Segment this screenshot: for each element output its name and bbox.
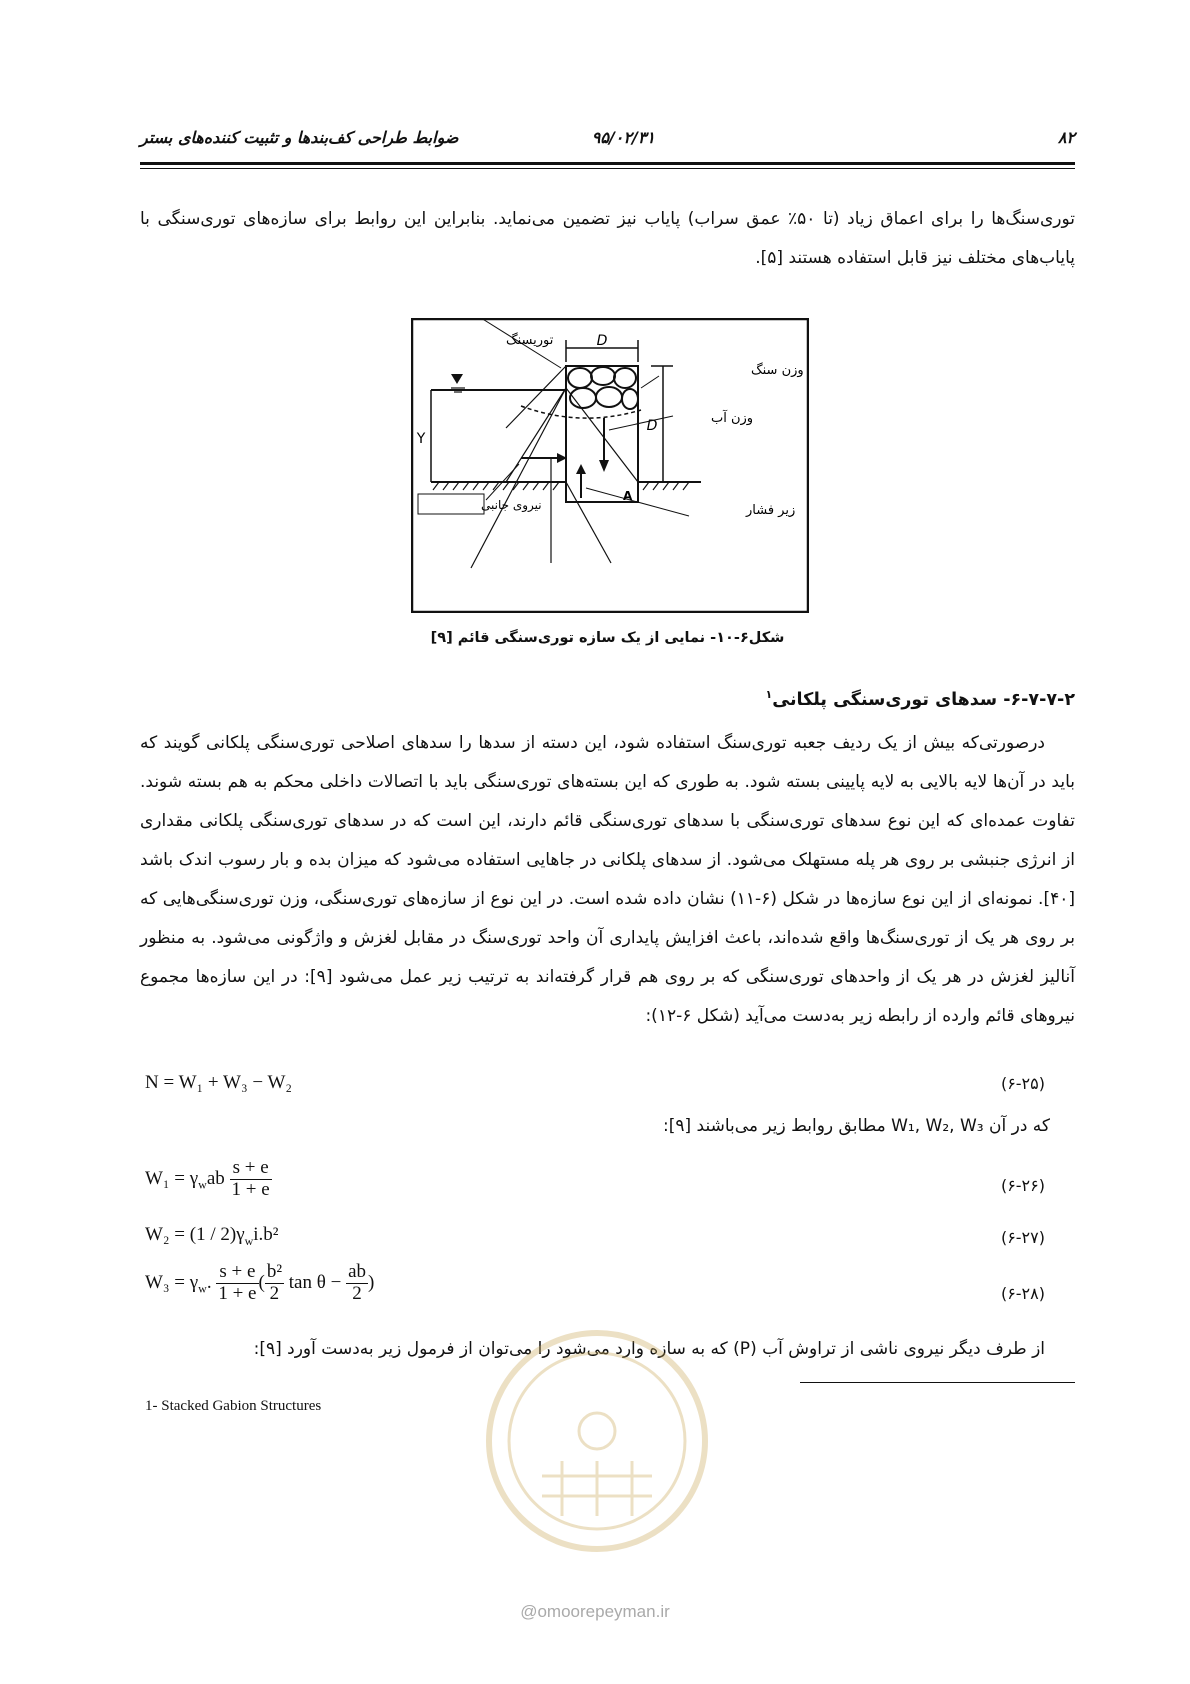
equation-26: $W_1 = \gamma_wab$ $\frac{s + e}{1 + e}$	[145, 1157, 270, 1200]
watermark-seal	[482, 1326, 712, 1556]
equation-28: $W_3 = \gamma_w$. $\frac{s + e}{1 + e}$ ( $\frac{\text{b²}}{2}$ tan θ − $\frac{ab}{2}$ )	[145, 1261, 375, 1304]
footnote-mark: ۱	[765, 688, 773, 701]
header-title: ضوابط طراحی کف‌بندها و تثبیت کننده‌های بستر	[140, 128, 459, 147]
watermark-url: @omoorepeyman.ir	[520, 1602, 670, 1621]
label-a: A	[623, 489, 633, 503]
section-heading: ۶-۷-۷-۲- سدهای توری‌سنگی پلکانی$^۱$	[765, 688, 1075, 710]
equation-26-number: (۶-۲۶)	[1000, 1176, 1045, 1195]
footnote-rule	[800, 1382, 1075, 1383]
label-gabion: توریسنگ	[506, 333, 554, 348]
label-d: D	[596, 333, 608, 349]
equation-28-number: (۶-۲۸)	[1000, 1284, 1045, 1303]
label-y: Y	[416, 431, 426, 447]
equation-where-line: که در آن W₁, W₂, W₃ مطابق روابط زیر می‌باشند [۹]:	[662, 1116, 1050, 1136]
label-lateral: نیروی جانبی	[481, 498, 542, 512]
equation-27: $W_2 = (1 / 2)\gamma_wi.b^2$	[145, 1224, 279, 1248]
intro-paragraph: توری‌سنگ‌ها را برای اعماق زیاد (تا ۵۰٪ عمق سراب) پایاب نیز تضمین می‌نماید. بنابراین این روابط برای سازه‌های توری‌سنگی با پایاب‌های مختلف نیز قابل استفاده هستند [۵].	[140, 209, 1076, 268]
figure-caption: شکل۶-۱۰- نمایی از یک سازه توری‌سنگی قائم [۹]	[430, 630, 785, 646]
header-rule-thick	[140, 162, 1075, 165]
label-d-height: D	[646, 418, 658, 434]
equation-27-number: (۶-۲۷)	[1000, 1228, 1045, 1247]
label-uplift: زیر فشار	[746, 503, 796, 518]
header-date: ۹۵/۰۲/۳۱	[591, 128, 655, 147]
page-number: ۸۲	[1057, 128, 1075, 147]
header-rule-thin	[140, 168, 1075, 169]
equation-25: N = W₁ + W₃ − W₂	[145, 1072, 293, 1093]
equation-25-number: (۶-۲۵)	[1000, 1074, 1045, 1093]
label-water-weight: وزن آب	[711, 411, 754, 426]
closing-paragraph: از طرف دیگر نیروی ناشی از تراوش آب (P) که به سازه وارد می‌شود را می‌توان از فرمول زیر به‌دست آورد [۹]:	[253, 1339, 1045, 1359]
footnote-text: 1- Stacked Gabion Structures	[145, 1398, 322, 1414]
label-stone-weight: وزن سنگ	[751, 363, 804, 378]
section-body: درصورتی‌که بیش از یک ردیف جعبه توری‌سنگ استفاده شود، این دسته از سدها را سدهای اصلاحی توری‌سنگی پلکانی گویند که باید در آن‌ها لایه بالایی به لایه پایینی بسته شود. به طوری که این بسته‌های توری‌سنگی باید با اتصالات داخلی محکم به هم بسته شوند. تفاوت عمده‌ای که این نوع سدهای توری‌سنگی با سدهای توری‌سنگی قائم دارند، این است که در سدهای توری‌سنگی پلکانی مقداری از انرژی جنبشی بر روی هر پله مستهلک می‌شود. از سدهای پلکانی در جاهایی استفاده می‌شود که میزان بده و بار رسوب اندک باشد [۴۰]. نمونه‌ای از این نوع سازه‌ها در شکل (۶-۱۱) نشان داده شده است. در این نوع از سازه‌های توری‌سنگی، وزن توری‌سنگی‌هایی که بر روی هر یک از توری‌سنگ‌ها واقع شده‌اند، باعث افزایش پایداری آن واحد توری‌سنگ در مقابل لغزش و واژگونی می‌شود. به منظور آنالیز لغزش در هر یک از واحدهای توری‌سنگی که بر روی هم قرار گرفته‌اند به ترتیب زیر عمل می‌شود [۹]: در این سازه‌ها مجموع نیروهای قائم وارده از رابطه زیر به‌دست می‌آید (شکل ۶-۱۲):	[140, 733, 1075, 1026]
page-header	[140, 128, 1075, 158]
gabion-figure	[411, 318, 809, 613]
